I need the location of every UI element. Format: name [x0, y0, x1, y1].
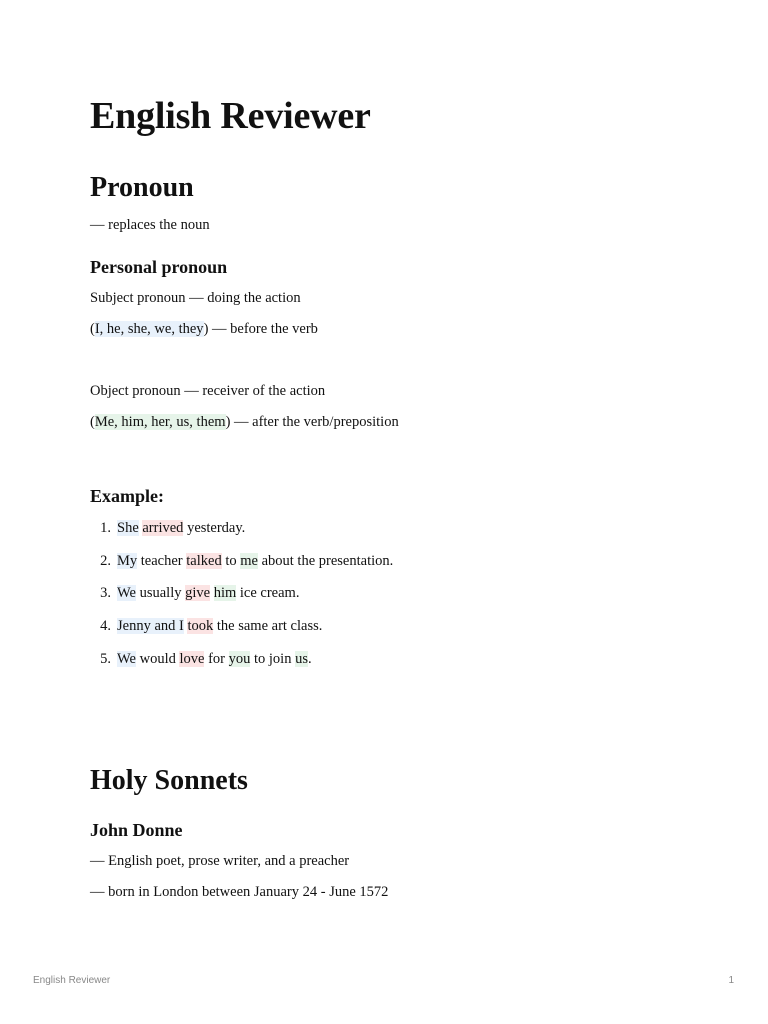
list-item: 5. We would love for you to join us. [100, 651, 312, 667]
paren-open: ( [90, 321, 95, 337]
list-item: 2. My teacher talked to me about the presentation. [100, 553, 394, 569]
list-item: 4. Jenny and I took the same art class. [100, 618, 323, 634]
document-title: English Reviewer [90, 95, 371, 137]
list-item: 3. We usually give him ice cream. [100, 585, 300, 601]
subject-pronoun-list: I, he, she, we, they [94, 321, 204, 337]
section-heading-pronoun: Pronoun [90, 172, 194, 203]
section-heading-holy-sonnets: Holy Sonnets [90, 765, 248, 796]
subheading-john-donne: John Donne [90, 820, 183, 840]
subheading-personal-pronoun: Personal pronoun [90, 257, 228, 277]
subject-pronoun-list-line [90, 319, 318, 339]
footer-document-title: English Reviewer [33, 975, 111, 986]
author-birth-line: — born in London between January 24 - June 1572 [90, 884, 389, 900]
paren-open: ( [90, 414, 95, 430]
list-item: 1. She arrived yesterday. [100, 520, 246, 536]
subheading-example: Example: [90, 486, 164, 506]
object-pronoun-line: Object pronoun — receiver of the action [90, 383, 326, 399]
object-pronoun-rule: ) — after the verb/preposition [225, 414, 399, 430]
object-pronoun-list: Me, him, her, us, them [94, 414, 226, 430]
author-description-line: — English poet, prose writer, and a preacher [90, 853, 350, 869]
subject-pronoun-line: Subject pronoun — doing the action [90, 290, 301, 306]
pronoun-definition: — replaces the noun [90, 217, 210, 233]
subject-pronoun-rule: ) — before the verb [203, 321, 318, 337]
object-pronoun-list-line [90, 412, 399, 432]
footer-page-number: 1 [728, 975, 734, 986]
